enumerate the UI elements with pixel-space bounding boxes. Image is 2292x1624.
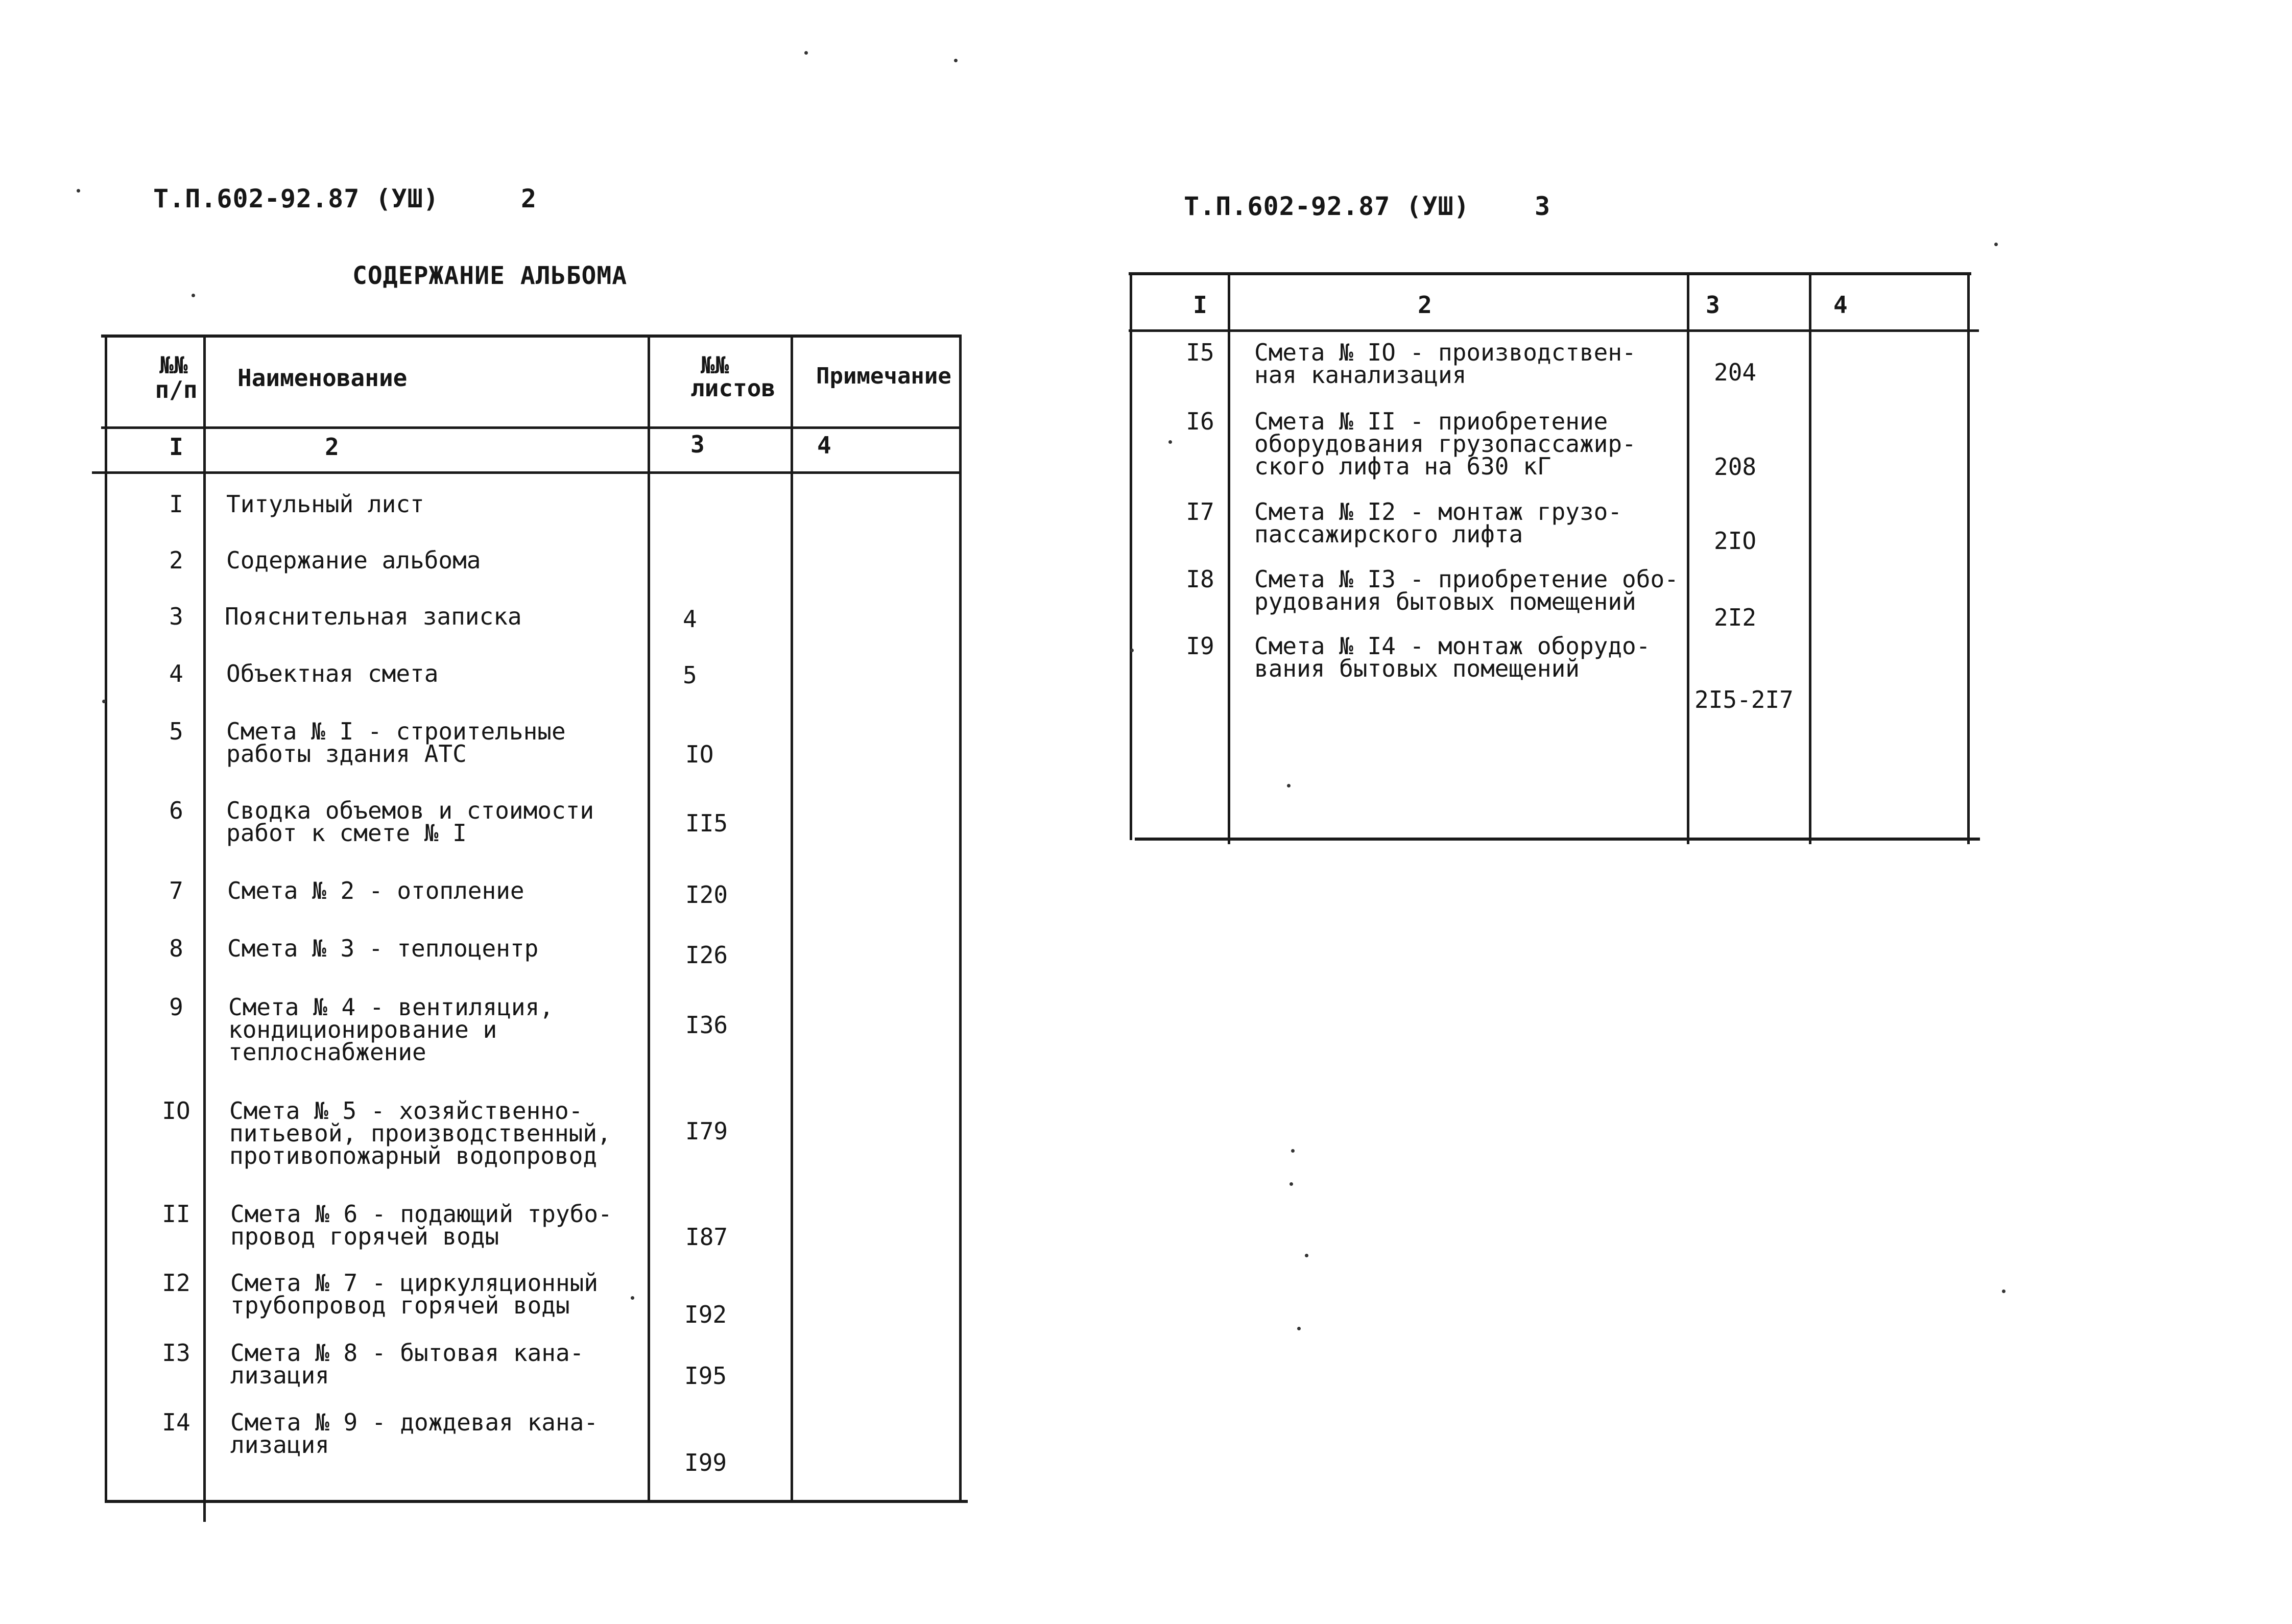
row-name-line: кондиционирование и (228, 1016, 497, 1043)
colnum-1: I (169, 433, 183, 461)
row-name-line: Смета № I2 - монтаж грузо- (1254, 498, 1622, 526)
row-sheets: I95 (684, 1362, 727, 1390)
colnum-2: 2 (325, 433, 339, 461)
row-sheets: I26 (685, 941, 728, 969)
row-number: II (162, 1200, 190, 1228)
row-number: 3 (169, 603, 183, 630)
row-name-line: Смета № II - приобретение (1254, 408, 1608, 435)
row-name-line: Объектная смета (226, 660, 439, 687)
row-name-line: вания бытовых помещений (1254, 655, 1580, 682)
row-sheets: 2I5-2I7 (1694, 686, 1794, 713)
row-number: 6 (169, 797, 183, 824)
row-number: 7 (169, 877, 183, 904)
row-name-line: Смета № 3 - теплоцентр (227, 935, 539, 962)
colnum-3: 3 (1706, 291, 1720, 319)
row-number: 2 (169, 546, 183, 574)
row-name-line: провод горячей воды (230, 1223, 499, 1250)
row-name-line: Титульный лист (226, 490, 424, 518)
row-name-line: Смета № 9 - дождевая кана- (230, 1408, 599, 1436)
colnum-4: 4 (817, 432, 831, 459)
colnum-4: 4 (1833, 291, 1848, 319)
row-name-line: ная канализация (1254, 361, 1467, 389)
row-name-line: Смета № I3 - приобретение обо- (1254, 565, 1679, 593)
row-name-line: оборудования грузопассажир- (1254, 430, 1636, 458)
row-name-line: Смета № 2 - отопление (227, 877, 524, 904)
row-number: 8 (169, 935, 183, 962)
row-number: 4 (169, 660, 183, 687)
row-number: I7 (1186, 498, 1214, 526)
row-number: I9 (1186, 632, 1214, 660)
header-note: Примечание (816, 363, 951, 389)
row-name-line: Смета № 8 - бытовая кана- (230, 1339, 584, 1367)
row-sheets: I99 (684, 1449, 727, 1476)
row-name-line: Смета № I - строительные (226, 718, 566, 745)
row-name-line: Смета № 5 - хозяйственно- (229, 1097, 583, 1125)
header-sheets-line2: листов (690, 374, 776, 402)
row-name-line: Смета № 7 - циркуляционный (230, 1269, 599, 1297)
row-number: I6 (1186, 408, 1214, 435)
row-number: 5 (169, 718, 183, 745)
row-sheets: 204 (1714, 359, 1757, 386)
row-number: I5 (1186, 339, 1214, 366)
colnum-3: 3 (690, 431, 705, 458)
row-name-line: работ к смете № I (226, 819, 467, 847)
row-name-line: Содержание альбома (226, 546, 481, 574)
row-name-line: трубопровод горячей воды (230, 1292, 570, 1319)
header-num-line1: №№ (159, 351, 188, 379)
row-name-line: Смета № IO - производствен- (1254, 339, 1636, 366)
row-number: I3 (162, 1339, 190, 1367)
row-name-line: Смета № I4 - монтаж оборудо- (1254, 632, 1651, 660)
row-sheets: 2IO (1714, 527, 1757, 555)
row-name-line: противопожарный водопровод (229, 1142, 598, 1169)
row-sheets: II5 (685, 809, 728, 837)
row-sheets: I87 (685, 1223, 728, 1251)
row-name-line: Смета № 6 - подающий трубо- (230, 1200, 612, 1228)
row-number: I8 (1186, 565, 1214, 593)
row-sheets: 2I2 (1714, 604, 1757, 631)
row-sheets: I36 (685, 1011, 728, 1039)
page-number: 3 (1535, 192, 1551, 221)
page-number: 2 (521, 184, 537, 213)
row-name-line: Смета № 4 - вентиляция, (228, 993, 554, 1021)
row-sheets: IO (685, 741, 714, 768)
row-number: I (169, 490, 183, 518)
colnum-2: 2 (1418, 291, 1432, 319)
document-code: Т.П.602-92.87 (УШ) (1184, 192, 1470, 221)
row-name-line: питьевой, производственный, (229, 1119, 611, 1147)
row-sheets: I79 (685, 1117, 728, 1145)
row-name-line: Пояснительная записка (225, 603, 522, 630)
row-name-line: работы здания АТС (226, 740, 467, 768)
row-name-line: рудования бытовых помещений (1254, 588, 1636, 615)
row-number: 9 (169, 993, 183, 1021)
row-sheets: 5 (683, 661, 697, 689)
row-sheets: 208 (1714, 453, 1757, 481)
document-code: Т.П.602-92.87 (УШ) (153, 184, 439, 213)
row-name-line: пассажирского лифта (1254, 520, 1523, 548)
row-name-line: лизация (230, 1431, 329, 1459)
album-contents-title: СОДЕРЖАНИЕ АЛЬБОМА (352, 261, 628, 290)
row-number: I4 (162, 1408, 190, 1436)
row-number: IO (162, 1097, 190, 1125)
row-sheets: I92 (684, 1301, 727, 1328)
row-sheets: 4 (683, 605, 697, 633)
row-name-line: лизация (230, 1362, 329, 1389)
row-sheets: I20 (685, 881, 728, 909)
row-number: I2 (162, 1269, 190, 1297)
row-name-line: теплоснабжение (228, 1038, 426, 1066)
header-sheets-line1: №№ (701, 351, 729, 379)
header-num-line2: п/п (155, 376, 198, 403)
row-name-line: ского лифта на 630 кГ (1254, 452, 1551, 480)
header-name: Наименование (237, 364, 408, 392)
colnum-1: I (1193, 291, 1207, 319)
row-name-line: Сводка объемов и стоимости (226, 797, 594, 824)
